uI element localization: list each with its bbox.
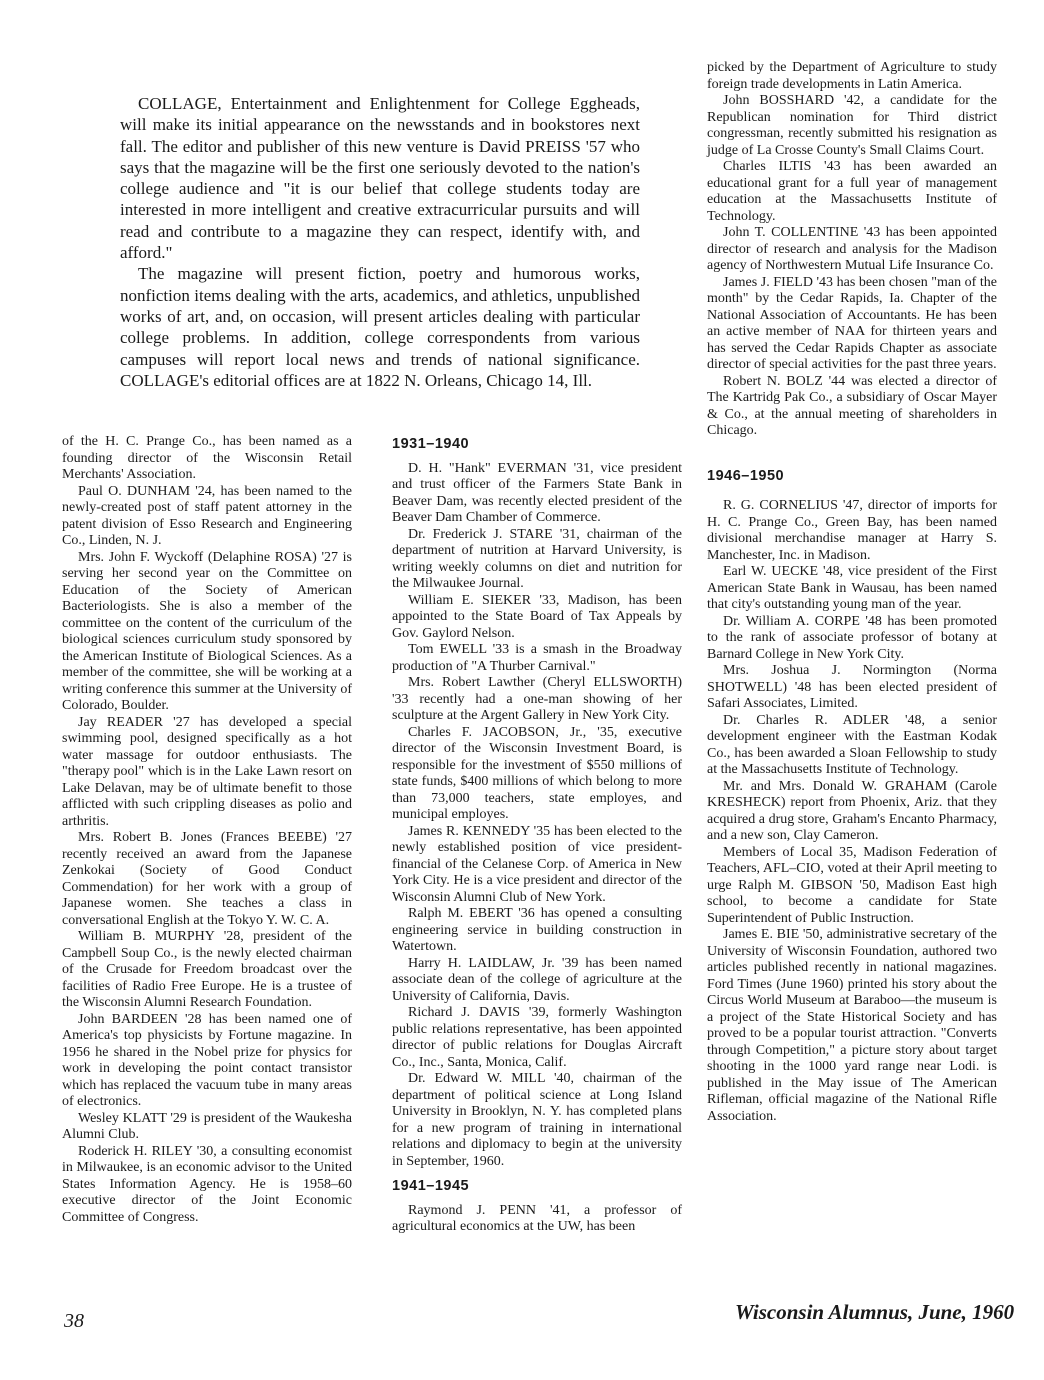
alumni-note: Tom EWELL '33 is a smash in the Broadway production of "A Thurber Carnival." xyxy=(392,642,682,674)
alumni-note: Dr. Edward W. MILL '40, chairman of the department of political science at Long Island University in Brooklyn, N. Y. has completed plans for a new program of training in international relations and diplomacy to begin at the university in September, 1960. xyxy=(392,1071,682,1169)
alumni-note: Mrs. Joshua J. Normington (Norma SHOTWELL) '48 has been elected president of Safari Associates, Limited. xyxy=(707,663,997,711)
alumni-note: Robert N. BOLZ '44 was elected a director of The Kartridg Pak Co., a subsidiary of Oscar Mayer & Co., at the annual meeting of shareholders in Chicago. xyxy=(707,373,997,438)
alumni-note: Members of Local 35, Madison Federation of Teachers, AFL–CIO, voted at their April meeting to urge Ralph M. GIBSON '50, Madison East high school, to become a candidate for State Superintendent of Public Instruction. xyxy=(707,844,997,926)
alumni-note: Charles ILTIS '43 has been awarded an educational grant for a full year of management education at the Massachusetts Institute of Technology. xyxy=(707,159,997,224)
alumni-note: John BOSSHARD '42, a candidate for the Republican nomination for Third district congressman, recently submitted his resignation as judge of La Crosse County's Small Claims Court. xyxy=(707,93,997,158)
alumni-note: Mrs. Robert B. Jones (Frances BEEBE) '27 recently received an award from the Japanese Zenkokai (Society of Good Conduct Commendation) for her work with a group of Japanese women. She teaches a class in conversational English at the Tokyo Y. W. C. A. xyxy=(62,830,352,928)
page-number: 38 xyxy=(64,1310,84,1332)
alumni-note: Jay READER '27 has developed a special swimming pool, designed specifically as a hot water massage for outdoor enthusiasts. The "therapy pool" which is in the Lake Lawn resort on Lake Delavan, may be of ultimate benefit to those afflicted with such crippling diseases as polio and arthritis. xyxy=(62,714,352,829)
intro-paragraph: The magazine will present fiction, poetry and humorous works, nonfiction items dealing with the arts, academics, and athletics, unpublished works of art, and, on occasion, will present articles dealing with particular college problems. In addition, college correspondents from various campuses will report local news and trends of national significance. COLLAGE's editorial offices are at 1822 N. Orleans, Chicago 14, Ill. xyxy=(120,264,640,390)
alumni-note: Dr. William A. CORPE '48 has been promoted to the rank of associate professor of botany at Barnard College in New York City. xyxy=(707,613,997,662)
alumni-note: Mr. and Mrs. Donald W. GRAHAM (Carole KRESHECK) report from Phoenix, Ariz. that they acquired a drug store, Graham's Encanto Pharmacy, and a new son, Clay Cameron. xyxy=(707,778,997,843)
alumni-note: Mrs. John F. Wyckoff (Delaphine ROSA) '27 is serving her second year on the Committee on Education of the Society of American Bacteriologists. She is also a member of the committee on the content of the curriculum of the biological sciences curriculum study sponsored by the American Institute of Biological Sciences. As a member of the committee, she will be working at a writing conference this summer at the University of Colorado, Boulder. xyxy=(62,549,352,713)
section-heading-1931-1940: 1931–1940 xyxy=(392,436,470,452)
alumni-note: D. H. "Hank" EVERMAN '31, vice president and trust officer of the Farmers State Bank in Beaver Dam, was recently elected president of the Beaver Dam Chamber of Commerce. xyxy=(392,460,682,525)
alumni-note: John T. COLLENTINE '43 has been appointed director of research and analysis for the Madison agency of Northwestern Mutual Life Insurance Co. xyxy=(707,225,997,273)
alumni-note: William E. SIEKER '33, Madison, has been appointed to the State Board of Tax Appeals by Gov. Gaylord Nelson. xyxy=(392,592,682,641)
column-right xyxy=(707,60,997,1125)
alumni-note: Dr. Frederick J. STARE '31, chairman of the department of nutrition at Harvard University, is writing weekly columns on diet and nutrition for the Milwaukee Journal. xyxy=(392,526,682,591)
alumni-note: John BARDEEN '28 has been named one of America's top physicists by Fortune magazine. In 1956 he shared in the Nobel prize for physics for work in developing the point contact transistor which has replaced the vacuum tube in many areas of electronics. xyxy=(62,1011,352,1109)
intro-article xyxy=(120,93,640,391)
alumni-note: of the H. C. Prange Co., has been named as a founding director of the Wisconsin Retail Merchants' Association. xyxy=(62,434,352,482)
section-heading-1941-1945: 1941–1945 xyxy=(392,1178,470,1194)
alumni-note: Charles F. JACOBSON, Jr., '35, executive director of the Wisconsin Investment Board, is responsible for the investment of $550 millions of state funds, $400 millions of which belong to more than 73,000 teachers, state employes, and municipal employes. xyxy=(392,724,682,822)
alumni-note: James R. KENNEDY '35 has been elected to the newly established position of vice president-financial of the Celanese Corp. of America in New York City. He is a vice president and director of the Wisconsin Alumni Club of New York. xyxy=(392,823,682,905)
column-middle xyxy=(392,434,682,1236)
alumni-note: Raymond J. PENN '41, a professor of agricultural economics at the UW, has been xyxy=(392,1202,682,1234)
alumni-note: James J. FIELD '43 has been chosen "man of the month" by the Cedar Rapids, Ia. Chapter of the National Association of Accountants. He has been an active member of NAA for thirteen years and has served the Cedar Rapids Chapter as associate director of special activities for the past three years. xyxy=(707,274,997,372)
alumni-note: Wesley KLATT '29 is president of the Waukesha Alumni Club. xyxy=(62,1110,352,1142)
alumni-note: Harry H. LAIDLAW, Jr. '39 has been named associate dean of the college of agriculture at the University of California, Davis. xyxy=(392,955,682,1004)
publication-footer: Wisconsin Alumnus, June, 1960 xyxy=(735,1300,1015,1324)
alumni-note: William B. MURPHY '28, president of the Campbell Soup Co., is the newly elected chairman of the Crusade for Freedom broadcast over the facilities of Radio Free Europe. He is a trustee of the Wisconsin Alumni Research Foundation. xyxy=(62,929,352,1010)
column-left xyxy=(62,434,352,1226)
alumni-note: Roderick H. RILEY '30, a consulting economist in Milwaukee, is an economic advisor to the United States Information Agency. He is 1958–60 executive director of the Joint Economic Committee of Congress. xyxy=(62,1143,352,1225)
section-heading-1946-1950: 1946–1950 xyxy=(707,467,785,484)
intro-paragraph: COLLAGE, Entertainment and Enlightenment for College Eggheads, will make its initial appearance on the newsstands and in bookstores next fall. The editor and publisher of this new venture is David PREISS '57 who says that the magazine will be the first one seriously devoted to the nation's college audience and "it is our belief that college students today are interested in more intelligent and creative extracurricular pursuits and will read and contribute to a magazine they can respect, identify with, and afford." xyxy=(120,94,640,263)
alumni-note: R. G. CORNELIUS '47, director of imports for H. C. Prange Co., Green Bay, has been named divisional merchandise manager at Harry S. Manchester, Inc. in Madison. xyxy=(707,498,997,563)
alumni-note: Mrs. Robert Lawther (Cheryl ELLSWORTH) '33 recently had a one-man showing of her sculpture at the Argent Gallery in New York City. xyxy=(392,675,682,723)
alumni-note: Ralph M. EBERT '36 has opened a consulting engineering service in building construction in Watertown. xyxy=(392,906,682,954)
alumni-note: Dr. Charles R. ADLER '48, a senior development engineer with the Eastman Kodak Co., has been awarded a Sloan Fellowship to study at the Massachusetts Institute of Technology. xyxy=(707,712,997,777)
alumni-note: Earl W. UECKE '48, vice president of the First American State Bank in Wausau, has been named that city's outstanding young man of the year. xyxy=(707,564,997,612)
alumni-note: Paul O. DUNHAM '24, has been named to the newly-created post of staff patent attorney in the patent division of Esso Research and Engineering Co., Linden, N. J. xyxy=(62,483,352,548)
alumni-note: picked by the Department of Agriculture to study foreign trade developments in Latin America. xyxy=(707,60,997,92)
alumni-note: Richard J. DAVIS '39, formerly Washington public relations representative, has been appointed director of public relations for Douglas Aircraft Co., Inc., Santa, Monica, Calif. xyxy=(392,1005,682,1070)
alumni-note: James E. BIE '50, administrative secretary of the University of Wisconsin Foundation, authored two articles published recently in national magazines. Ford Times (June 1960) printed his story about the Circus World Museum at Baraboo—the museum is a project of the State Historical Society and has proved to be a popular tourist attraction. "Converts through Competition," a picture story about target shooting in the 1000 yard range near Lodi. is published in the May issue of The American Rifleman, official magazine of the National Rifle Association. xyxy=(707,927,997,1124)
